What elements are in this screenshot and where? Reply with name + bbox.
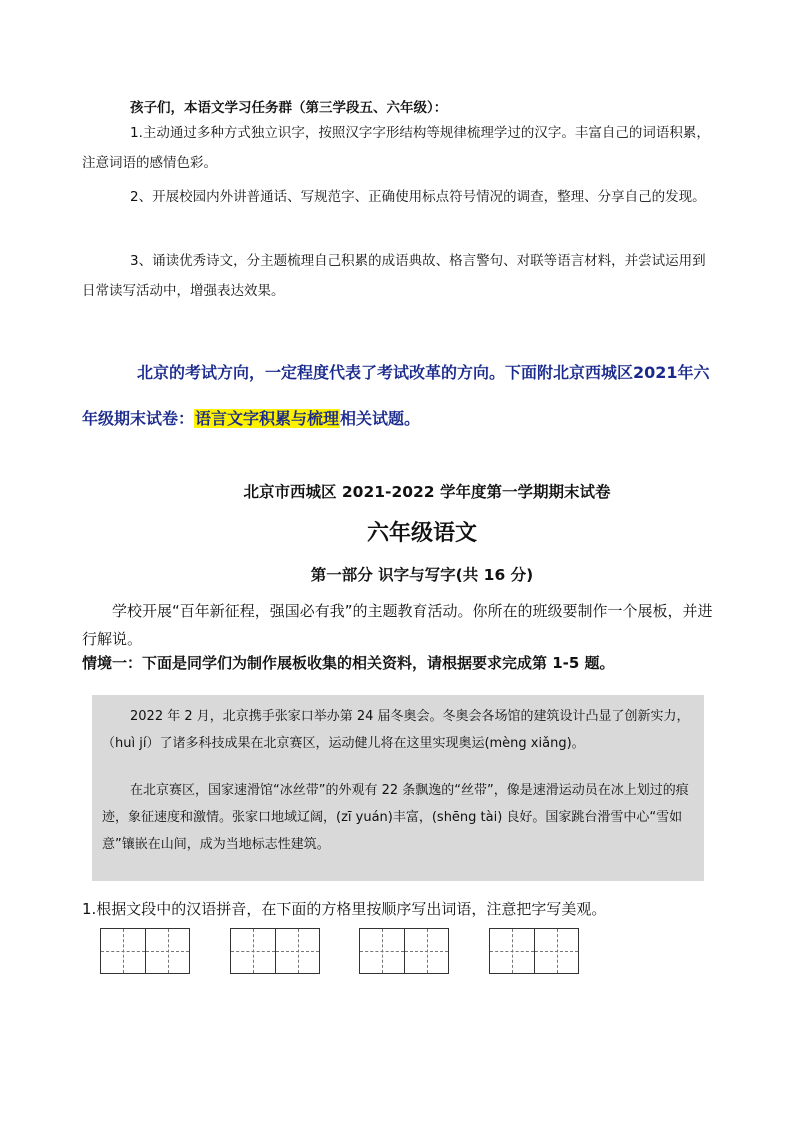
intro-item-3: 3、诵读优秀诗文，分主题梳理自己积累的成语典故、格言警句、对联等语言材料，并尝试运用到日常读写活动中，增强表达效果。 xyxy=(82,253,706,299)
beijing-note-text: 北京的考试方向，一定程度代表了考试改革的方向。下面附北京西城区2021年六年级期末试卷： xyxy=(82,363,710,428)
grid-cell[interactable] xyxy=(231,929,275,973)
passage-paragraph-2: 在北京赛区，国家速滑馆“冰丝带”的外观有 22 条飘逸的“丝带”，像是速滑运动员在冰上划过的痕迹，象征速度和激情。张家口地域辽阔，(zī yuán)丰富，(shēng tài) 良好。国家跳台滑雪中心“雪如意”镶嵌在山间，成为当地标志性建筑。 xyxy=(102,783,689,852)
grid-cell[interactable] xyxy=(145,929,189,973)
highlighted-topic: 语言文字积累与梳理 xyxy=(195,409,340,428)
writing-grid-2[interactable] xyxy=(230,928,320,974)
grid-cell[interactable] xyxy=(101,929,145,973)
grid-cell[interactable] xyxy=(534,929,578,973)
writing-grid-4[interactable] xyxy=(489,928,579,974)
exam-subject: 六年级语文 xyxy=(366,521,477,546)
passage-paragraph-1: 2022 年 2 月，北京携手张家口举办第 24 届冬奥会。冬奥会各场馆的建筑设计凸显了创新实力，（huì jí）了诸多科技成果在北京赛区，运动健儿将在这里实现奥运(mèng xiǎng)。 xyxy=(102,709,690,751)
grid-cell[interactable] xyxy=(490,929,534,973)
exam-lead-paragraph: 学校开展“百年新征程，强国必有我”的主题教育活动。你所在的班级要制作一个展板，并进行解说。 xyxy=(82,602,713,648)
grid-cell[interactable] xyxy=(275,929,319,973)
writing-grid-3[interactable] xyxy=(359,928,449,974)
writing-grid-1[interactable] xyxy=(100,928,190,974)
intro-item-2: 2、开展校园内外讲普通话、写规范字、正确使用标点符号情况的调查，整理、分享自己的发现。 xyxy=(130,189,706,205)
beijing-note-end: 相关试题。 xyxy=(340,409,421,428)
exam-title: 北京市西城区 2021-2022 学年度第一学期期末试卷 xyxy=(243,483,611,501)
beijing-note xyxy=(82,350,722,442)
question-1: 1.根据文段中的汉语拼音，在下面的方格里按顺序写出词语，注意把字写美观。 xyxy=(82,900,607,918)
intro-title: 孩子们，本语文学习任务群（第三学段五、六年级）： xyxy=(130,100,448,116)
part-heading: 第一部分 识字与写字(共 16 分) xyxy=(310,566,534,584)
grid-cell[interactable] xyxy=(360,929,404,973)
scenario-heading: 情境一：下面是同学们为制作展板收集的相关资料，请根据要求完成第 1-5 题。 xyxy=(82,654,615,672)
grid-cell[interactable] xyxy=(404,929,448,973)
reading-passage-box xyxy=(92,695,704,881)
intro-item-1: 1.主动通过多种方式独立识字，按照汉字字形结构等规律梳理学过的汉字。丰富自己的词语积累，注意词语的感情色彩。 xyxy=(82,125,710,171)
